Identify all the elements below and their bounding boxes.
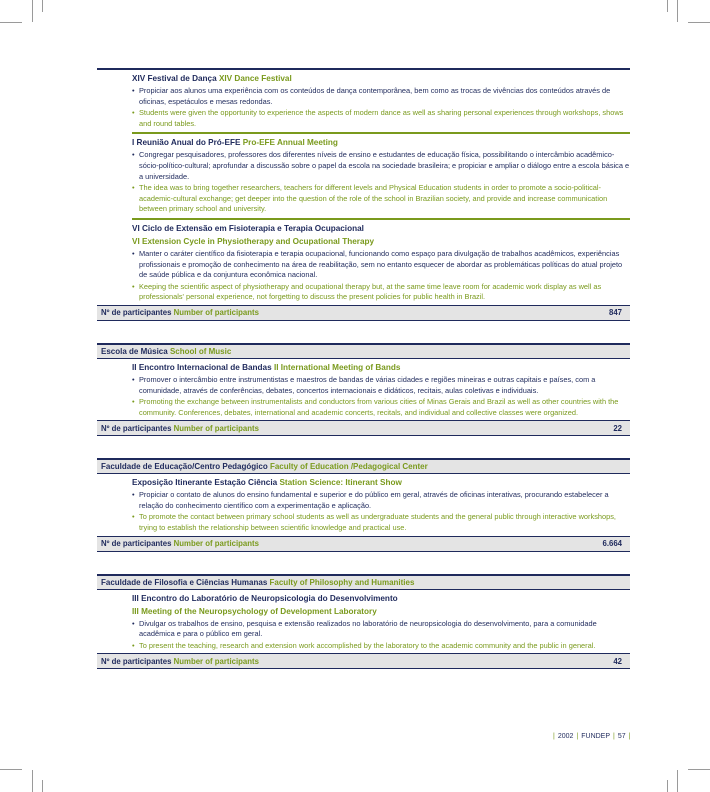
topic-title: Exposição Itinerante Estação Ciência Station Science: Itinerant Show	[132, 478, 402, 488]
participants-count: 6.664	[602, 539, 622, 549]
participants-row	[97, 420, 630, 436]
participants-count: 22	[613, 423, 622, 433]
participants-label: Nº de participantes Number of participants	[101, 539, 259, 549]
crop-mark	[677, 0, 678, 22]
topic-station-science	[97, 474, 630, 533]
bullet-en: • To present the teaching, research and extension work accomplished by the laboratory to the academic community and the public in general.	[132, 641, 630, 652]
crop-mark	[667, 0, 668, 12]
content-area	[97, 68, 630, 669]
bullet-en: • Promoting the exchange between instrumentalists and conductors from various cities of Minas Gerais and Brazil as well as other countries with the community. Conferences, debates, international and academic concerts, recitals, and individual and collective classes were organized.	[132, 397, 630, 418]
section-header-education: Faculdade de Educação/Centro Pedagógico Faculty of Education /Pedagogical Center	[97, 458, 630, 474]
participants-count: 847	[608, 308, 622, 318]
participants-row	[97, 653, 630, 669]
crop-mark	[667, 780, 668, 792]
topic-title: XIV Festival de Dança XIV Dance Festival	[132, 74, 292, 83]
crop-mark	[32, 770, 33, 792]
footer-org: FUNDEP	[581, 733, 611, 740]
footer-year: 2002	[557, 733, 574, 740]
bullet-pt: • Propiciar o contato de alunos do ensino fundamental e superior e do público em geral, através de oficinas interativas, procurando estabelecer a relação do conhecimento científico com a experimentação e aplicação.	[132, 490, 630, 511]
participants-label: Nº de participantes Number of participants	[101, 423, 259, 433]
bullet-en: • To promote the contact between primary school students as well as undergraduate students and the general public through interactive workshops, trying to establish the relationship between scientific knowledge and practical use.	[132, 512, 630, 533]
crop-mark	[677, 770, 678, 792]
topic-title-pt: VI Ciclo de Extensão em Fisioterapia e Terapia Ocupacional	[132, 223, 364, 233]
bullet-pt: • Manter o caráter científico da fisioterapia e terapia ocupacional, funcionando como espaço para divulgação de trabalhos acadêmicos, experiências profissionais e promoção de conhecimento na área de reabilitação, sem no entanto esquecer de abordar as problemáticas políticas do atual projeto de saúde pública e da conjuntura econômica nacional.	[132, 249, 630, 281]
bullet-en: • The idea was to bring together researchers, teachers for different levels and Physical Education students in order to promote a socio-political-academic-cultural exchange; get deeper into the question of the role of the school in Brazilian society, and provide and increase communication between primary school and university.	[132, 183, 630, 215]
section-header-music: Escola de Música School of Music	[97, 343, 630, 359]
page-footer: | 2002 | FUNDEP | 57 |	[553, 733, 631, 740]
crop-mark	[688, 22, 710, 23]
bullet-en: • Keeping the scientific aspect of physiotherapy and ocupational therapy but, at the same time leave room for academic work display as well as professionals' personal experience, not forgetting to discuss the present policies for public health in Brazil.	[132, 282, 630, 303]
page-number: 57	[617, 733, 626, 740]
section-header-philosophy: Faculdade de Filosofia e Ciências Humanas Faculty of Philosophy and Humanities	[97, 574, 630, 590]
topic-title: II Encontro Internacional de Bandas II International Meeting of Bands	[132, 362, 401, 372]
participants-count: 42	[613, 656, 622, 666]
bullet-pt: • Propiciar aos alunos uma experiência com os conteúdos de dança contemporânea, bem como as trocas de vivências dos conteúdos através de oficinas, espetáculos e mesas redondas.	[132, 86, 630, 107]
participants-row	[97, 305, 630, 321]
bullet-en: • Students were given the opportunity to experience the aspects of modern dance as well as sharing personal experiences through workshops, shows and round tables.	[132, 108, 630, 129]
topic-title: I Reunião Anual do Pró-EFE Pro-EFE Annual Meeting	[132, 138, 338, 148]
crop-mark	[42, 0, 43, 12]
topic-neuropsychology	[97, 590, 630, 652]
bullet-pt: • Promover o intercâmbio entre instrumentistas e maestros de bandas de várias cidades e regiões mineiras e outras capitais e países, com a comunidade, através de conferências, debates, concertos internacionais e didáticos, recitais, aulas coletivas e individuais.	[132, 375, 630, 396]
participants-label: Nº de participantes Number of participants	[101, 308, 259, 318]
topic-physiotherapy	[97, 220, 630, 303]
participants-label: Nº de participantes Number of participants	[101, 656, 259, 666]
topic-dance-festival	[97, 70, 630, 129]
crop-mark	[688, 769, 710, 770]
participants-row	[97, 536, 630, 552]
topic-title-pt: III Encontro do Laboratório de Neuropsicologia do Desenvolvimento	[132, 593, 398, 603]
topic-title-en: III Meeting of the Neuropsychology of Development Laboratory	[132, 606, 377, 616]
topic-proefe	[97, 134, 630, 215]
bullet-pt: • Congregar pesquisadores, professores dos diferentes níveis de ensino e estudantes de educação física, possibilitando o intercâmbio acadêmico-sócio-político-cultural; aprofundar a discussão sobre o papel da escola na sociedade brasileira; e propiciar e ampliar o diálogo entre a escola básica e a universidade.	[132, 150, 630, 182]
crop-mark	[42, 780, 43, 792]
crop-mark	[32, 0, 33, 22]
crop-mark	[0, 22, 22, 23]
topic-title-en: VI Extension Cycle in Physiotherapy and Ocupational Therapy	[132, 236, 375, 246]
topic-bands	[97, 359, 630, 418]
bullet-pt: • Divulgar os trabalhos de ensino, pesquisa e extensão realizados no laboratório de neuropsicologia do desenvolvimento, para a comunidade acadêmica e para o público em geral.	[132, 619, 630, 640]
crop-mark	[0, 769, 22, 770]
